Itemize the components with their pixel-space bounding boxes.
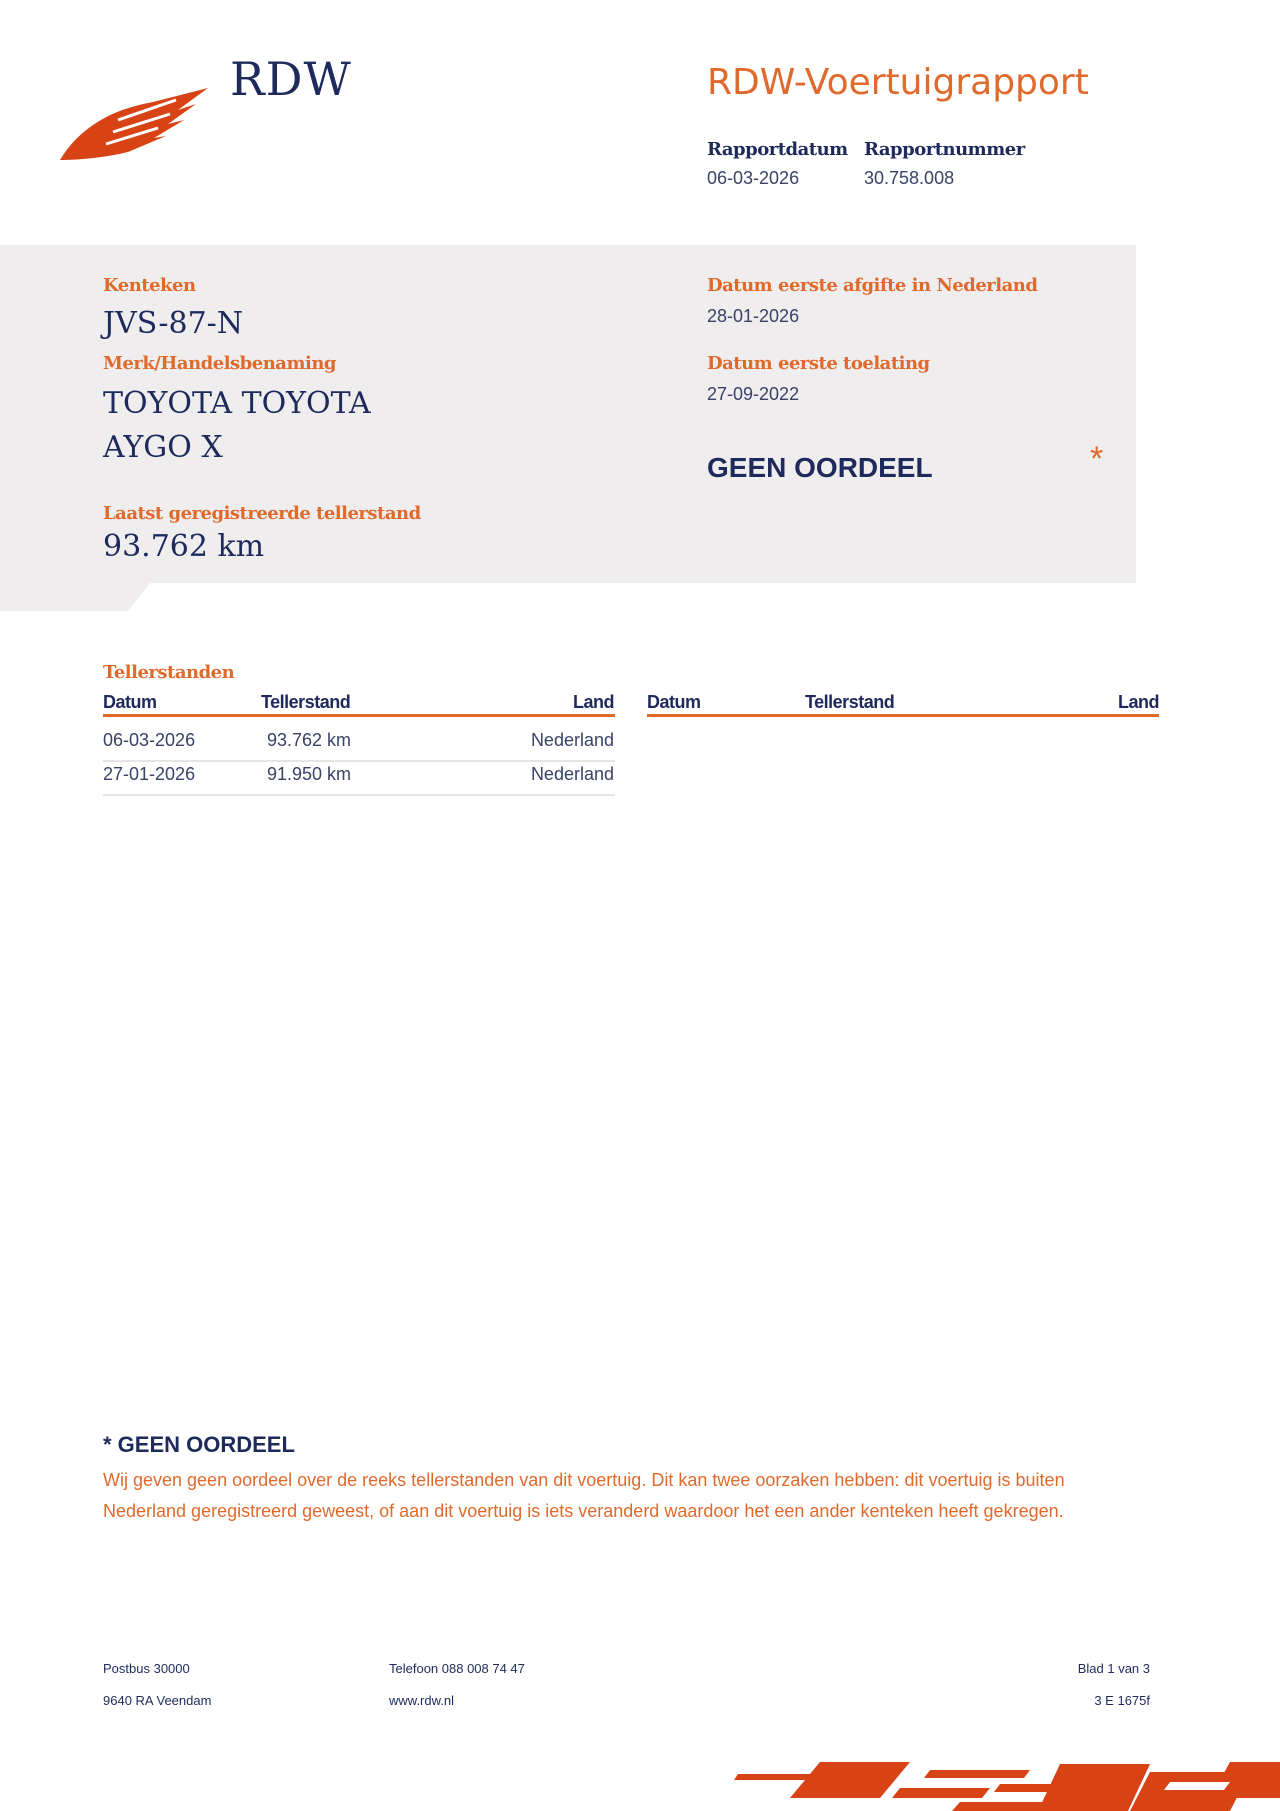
report-number-label: Rapportnummer bbox=[864, 139, 1025, 160]
plate-value: JVS-87-N bbox=[103, 306, 244, 341]
table-row-2-date: 27-01-2026 bbox=[103, 764, 196, 784]
col-header-reading: Tellerstand bbox=[261, 692, 351, 712]
col-header-date-right: Datum bbox=[647, 692, 701, 712]
footer-website: www.rdw.nl bbox=[389, 1693, 455, 1708]
col-header-reading-right: Tellerstand bbox=[805, 692, 895, 712]
table-header-rule bbox=[103, 714, 615, 717]
footer-code: 3 E 1675f bbox=[1094, 1693, 1150, 1708]
report-number: 30.758.008 bbox=[864, 168, 955, 188]
table-row-divider bbox=[103, 794, 615, 796]
panel-notch-shape bbox=[0, 583, 150, 611]
first-nl-value: 28-01-2026 bbox=[707, 306, 800, 326]
report-date-label: Rapportdatum bbox=[707, 139, 848, 160]
footer-postbus: Postbus 30000 bbox=[103, 1661, 190, 1676]
brand-line-2: AYGO X bbox=[103, 430, 223, 465]
col-header-country-right: Land bbox=[1118, 692, 1159, 712]
rdw-logo-icon bbox=[58, 80, 208, 162]
odometer-table-title: Tellerstanden bbox=[103, 662, 235, 683]
table-row-1-date: 06-03-2026 bbox=[103, 730, 196, 750]
table-row-2-country: Nederland bbox=[530, 764, 614, 784]
first-nl-label: Datum eerste afgifte in Nederland bbox=[707, 275, 1038, 296]
verdict-text: GEEN OORDEEL bbox=[707, 452, 933, 483]
col-header-country: Land bbox=[573, 692, 614, 712]
footer-city: 9640 RA Veendam bbox=[103, 1693, 212, 1708]
footnote-text: Wij geven geen oordeel over de reeks tellerstanden van dit voertuig. Dit kan twee oorzaken hebben: dit voertuig is buiten Nederland geregistreerd geweest, of aan dit voertuig is iets veranderd waardoor het een ander kenteken heeft gekregen. bbox=[103, 1470, 1065, 1521]
report-date: 06-03-2026 bbox=[707, 168, 800, 188]
verdict-asterisk: * bbox=[1090, 440, 1104, 478]
logo-text: RDW bbox=[230, 52, 352, 106]
first-admission-value: 27-09-2022 bbox=[707, 384, 800, 404]
report-title: RDW-Voertuigrapport bbox=[707, 62, 1089, 103]
plate-label: Kenteken bbox=[103, 275, 196, 296]
col-header-date: Datum bbox=[103, 692, 157, 712]
brand-line-1: TOYOTA TOYOTA bbox=[103, 386, 371, 421]
odometer-label: Laatst geregistreerde tellerstand bbox=[103, 503, 421, 524]
brand-label: Merk/Handelsbenaming bbox=[103, 353, 337, 374]
footer-page-number: Blad 1 van 3 bbox=[1077, 1661, 1150, 1676]
footnote-title: * GEEN OORDEEL bbox=[103, 1432, 295, 1457]
table-header-rule-right bbox=[647, 714, 1159, 717]
table-row-1-country: Nederland bbox=[530, 730, 614, 750]
table-row-1-reading: 93.762 km bbox=[267, 730, 352, 750]
first-admission-label: Datum eerste toelating bbox=[707, 353, 930, 374]
footer-stripes-decoration bbox=[730, 1758, 1280, 1811]
footer-phone: Telefoon 088 008 74 47 bbox=[389, 1661, 525, 1676]
table-row-divider bbox=[103, 760, 615, 762]
odometer-value: 93.762 km bbox=[103, 529, 265, 564]
table-row-2-reading: 91.950 km bbox=[267, 764, 352, 784]
